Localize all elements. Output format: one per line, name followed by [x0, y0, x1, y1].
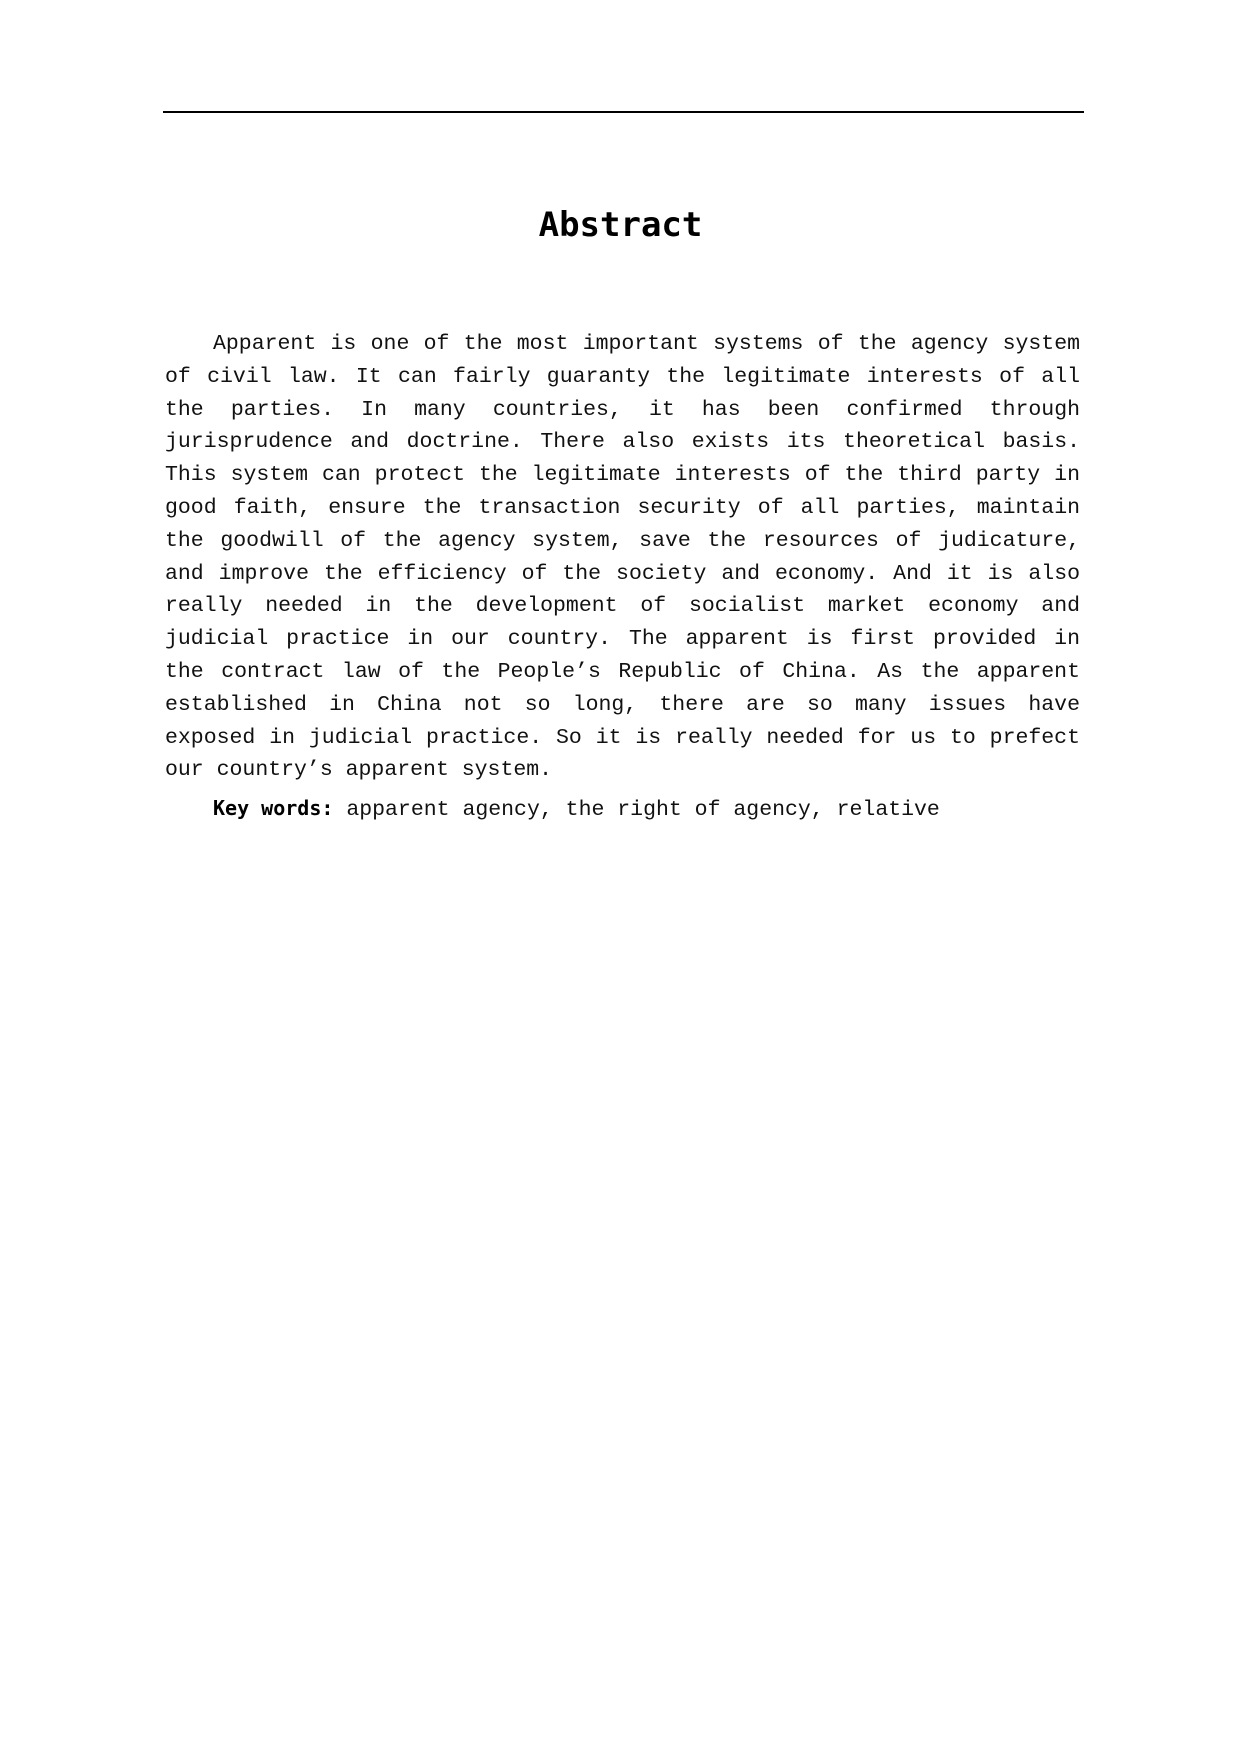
page-title: Abstract	[538, 205, 703, 245]
keywords-text: apparent agency, the right of agency, relative	[346, 798, 940, 822]
header-rule	[163, 111, 1084, 113]
abstract-paragraph: Apparent is one of the most important systems of the agency system of civil law. It can fairly guaranty the legitimate interests of all the parties. In many countries, it has been confirmed through jurisprudence and doctrine. There also exists its theoretical basis. This system can protect the legitimate interests of the third party in good faith, ensure the transaction security of all parties, maintain the goodwill of the agency system, save the resources of judicature, and improve the efficiency of the society and economy. And it is also really needed in the development of socialist market economy and judicial practice in our country. The apparent is first provided in the contract law of the People’s Republic of China. As the apparent established in China not so long, there are so many issues have exposed in judicial practice. So it is really needed for us to prefect our country’s apparent system.	[165, 332, 1080, 783]
keywords-line	[213, 792, 940, 826]
keywords-label: Key words:	[213, 796, 334, 820]
